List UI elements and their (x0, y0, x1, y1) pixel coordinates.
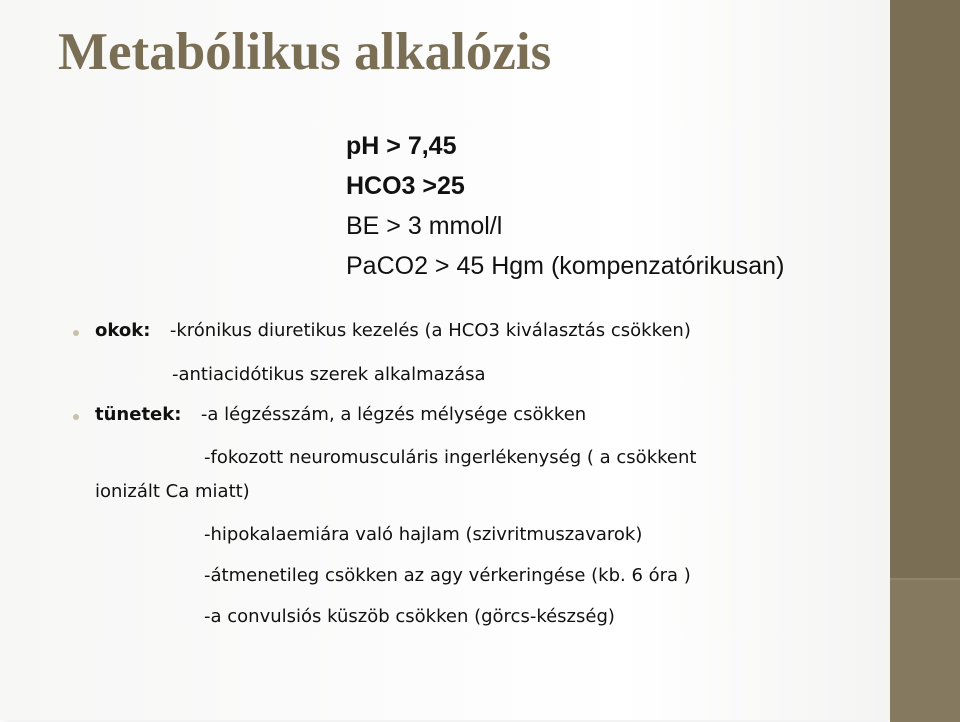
tunetek-line-6: -a convulsiós küszöb csökken (görcs-készség) (204, 606, 615, 627)
okok-line-2: -antiacidótikus szerek alkalmazása (172, 364, 486, 385)
tunetek-line-2: -fokozott neuromusculáris ingerlékenység ( a csökkent (204, 447, 697, 468)
criteria-ph: pH > 7,45 (346, 132, 457, 160)
tunetek-label: tünetek: (95, 404, 182, 425)
side-accent-bar-lower (890, 578, 960, 722)
tunetek-line-5: -átmenetileg csökken az agy vérkeringése (kb. 6 óra ) (204, 565, 691, 586)
tunetek-line-4: -hipokalaemiára való hajlam (szivritmuszavarok) (204, 524, 643, 545)
okok-label: okok: (95, 320, 151, 341)
bullet-icon (73, 330, 79, 336)
criteria-hco3: HCO3 >25 (346, 172, 465, 200)
tunetek-line-3: ionizált Ca miatt) (95, 481, 250, 502)
side-accent-bar (890, 0, 960, 720)
okok-line-1 (95, 320, 691, 341)
criteria-list (346, 126, 784, 286)
slide-title: Metabólikus alkalózis (58, 23, 552, 81)
criteria-be: BE > 3 mmol/l (346, 212, 503, 240)
tunetek-text-1: -a légzésszám, a légzés mélysége csökken (200, 404, 587, 425)
bullet-icon (73, 414, 79, 420)
okok-text-1: -krónikus diuretikus kezelés (a HCO3 kiválasztás csökken) (169, 320, 691, 341)
criteria-paco2: PaCO2 > 45 Hgm (kompenzatórikusan) (346, 252, 785, 280)
tunetek-line-1 (95, 404, 586, 425)
